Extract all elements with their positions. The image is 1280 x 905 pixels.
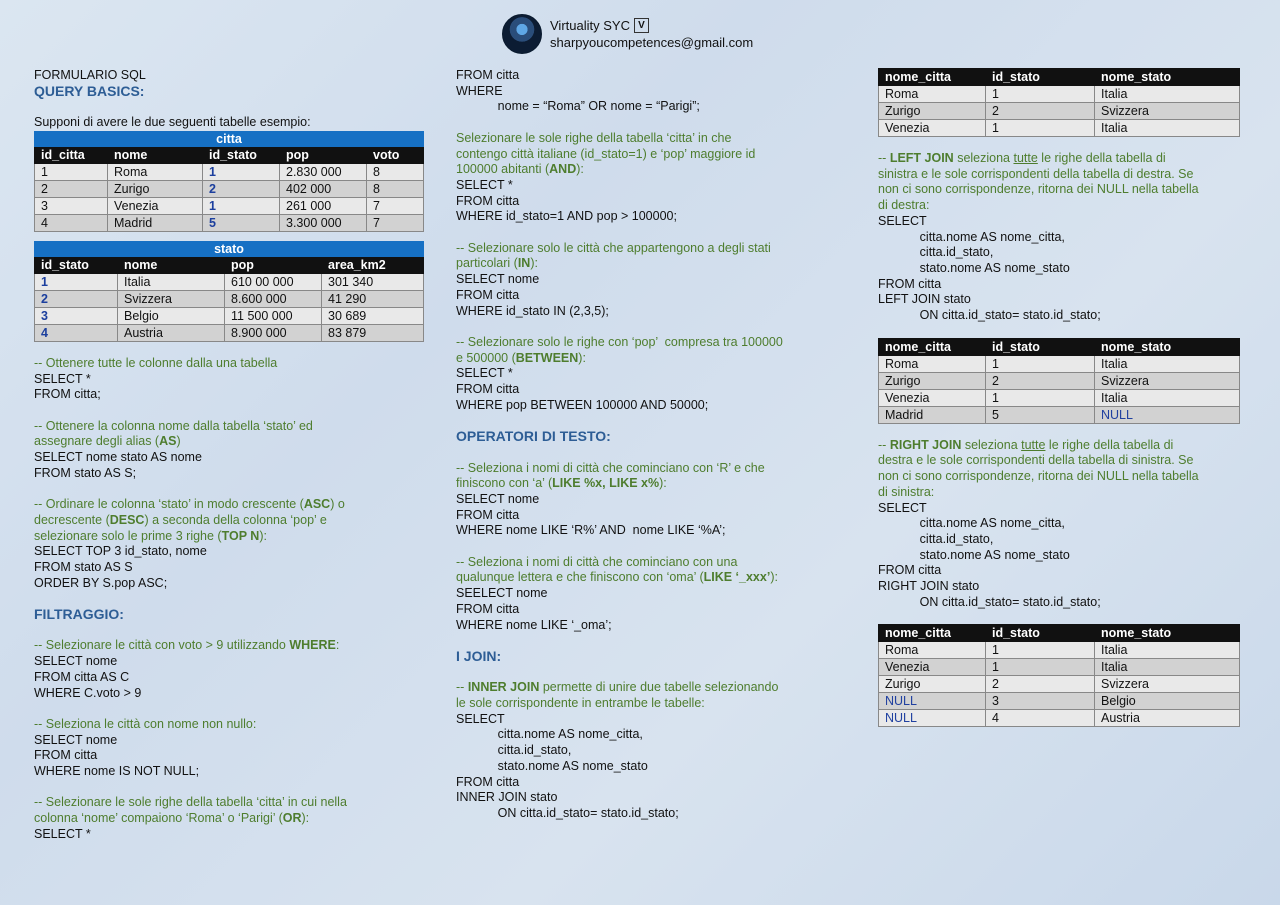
col-header: area_km2: [322, 256, 424, 273]
header-text: [550, 17, 753, 51]
comment: -- Selezionare le sole righe della tabella ‘citta’ in cui nella: [34, 795, 347, 810]
cell: NULL: [1095, 406, 1240, 423]
code-line: SELECT *: [34, 371, 91, 386]
code-line: FROM citta: [456, 68, 520, 82]
column-3: [878, 68, 1240, 727]
cell: 3: [35, 307, 118, 324]
code-line: ORDER BY S.pop ASC;: [34, 575, 168, 590]
cell: Svizzera: [1095, 372, 1240, 389]
cell: 1: [986, 86, 1095, 103]
doc-title: FORMULARIO SQL: [34, 68, 146, 82]
comment: sinistra e le sole corrispondenti della tabella di destra. Se: [878, 166, 1194, 181]
cell: Italia: [1095, 120, 1240, 137]
result-table-left-join: [878, 338, 1240, 424]
cell: 5: [986, 406, 1095, 423]
code-line: stato.nome AS nome_stato: [456, 758, 648, 773]
cell: Svizzera: [118, 290, 225, 307]
code-line: SELECT nome stato AS nome: [34, 450, 202, 464]
cell: Italia: [1095, 86, 1240, 103]
cell: Italia: [1095, 659, 1240, 676]
table-caption: stato: [35, 241, 424, 256]
col-header: voto: [367, 146, 424, 163]
comment: -- Seleziona i nomi di città che cominciano con una: [456, 554, 738, 569]
code-line: WHERE pop BETWEEN 100000 AND 50000;: [456, 397, 709, 412]
cell: 83 879: [322, 324, 424, 341]
cell: 1: [986, 389, 1095, 406]
comment: -- INNER JOIN permette di unire due tabelle selezionando: [456, 680, 779, 695]
cell: 610 00 000: [225, 273, 322, 290]
cell: Svizzera: [1095, 103, 1240, 120]
comment: Selezionare le sole righe della tabella ‘citta’ in che: [456, 130, 732, 145]
brand-line: [550, 17, 753, 34]
cell: Zurigo: [879, 372, 986, 389]
cell: 1: [203, 163, 280, 180]
comment: di destra:: [878, 198, 930, 213]
table-header-row: [879, 69, 1240, 86]
code-line: SEELECT nome: [456, 586, 548, 601]
table-row: [879, 659, 1240, 676]
code-line: SELECT *: [34, 826, 91, 841]
header: [502, 14, 753, 54]
comment: destra e le sole corrispondenti della tabella di sinistra. Se: [878, 453, 1194, 468]
code-line: FROM citta: [878, 276, 942, 291]
heading-query-basics: QUERY BASICS:: [34, 82, 145, 99]
cell: Austria: [118, 324, 225, 341]
code-line: stato.nome AS nome_stato: [878, 547, 1070, 562]
cell: NULL: [879, 693, 986, 710]
table-row: [35, 197, 424, 214]
code-line: SELECT nome: [456, 272, 540, 287]
code-line: citta.id_stato,: [878, 531, 994, 546]
cell: 1: [986, 659, 1095, 676]
code-line: FROM citta: [456, 774, 520, 789]
cell: Zurigo: [108, 180, 203, 197]
code-line: ON citta.id_stato= stato.id_stato;: [456, 805, 679, 820]
cell: 1: [35, 163, 108, 180]
code-line: FROM stato AS S: [34, 559, 133, 574]
cell: Roma: [879, 642, 986, 659]
comment: decrescente (DESC) a seconda della colonna ‘pop’ e: [34, 512, 327, 527]
cell: 402 000: [280, 180, 367, 197]
table-header-row: [35, 256, 424, 273]
table-stato: [34, 241, 424, 342]
table-citta: [34, 131, 424, 232]
cell: 2: [35, 180, 108, 197]
code-line: WHERE C.voto > 9: [34, 685, 142, 700]
intro-text: Supponi di avere le due seguenti tabelle esempio:: [34, 115, 311, 130]
cell: 2: [986, 372, 1095, 389]
cell: 1: [986, 642, 1095, 659]
cell: Zurigo: [879, 676, 986, 693]
comment: particolari (IN):: [456, 256, 538, 271]
comment: -- Selezionare solo le città che appartengono a degli stati: [456, 240, 771, 255]
cell: Svizzera: [1095, 676, 1240, 693]
comment: di sinistra:: [878, 484, 935, 499]
comment: -- Seleziona i nomi di città che cominciano con ‘R’ e che: [456, 460, 765, 475]
table-row: [879, 372, 1240, 389]
cell: 41 290: [322, 290, 424, 307]
cell: 5: [203, 214, 280, 231]
code-line: FROM stato AS S;: [34, 465, 137, 480]
code-line: WHERE id_stato=1 AND pop > 100000;: [456, 209, 677, 224]
table-row: [879, 642, 1240, 659]
cell: Italia: [1095, 389, 1240, 406]
col-header: nome_citta: [879, 69, 986, 86]
cell: NULL: [879, 710, 986, 727]
cell: 30 689: [322, 307, 424, 324]
col-header: pop: [280, 146, 367, 163]
code-line: SELECT nome: [34, 732, 118, 747]
table-row: [35, 290, 424, 307]
code-line: WHERE: [456, 83, 503, 98]
code-line: SELECT *: [456, 177, 513, 192]
cell: Roma: [879, 86, 986, 103]
code-line: FROM citta: [878, 563, 942, 578]
table-row: [879, 710, 1240, 727]
cell: 1: [986, 355, 1095, 372]
code-line: WHERE nome IS NOT NULL;: [34, 764, 200, 778]
comment: -- RIGHT JOIN seleziona tutte le righe della tabella di: [878, 437, 1174, 452]
cell: Venezia: [108, 197, 203, 214]
cell: 4: [35, 214, 108, 231]
table-row: [879, 120, 1240, 137]
cell: 2: [986, 676, 1095, 693]
table-caption: citta: [35, 131, 424, 146]
code-line: citta.nome AS nome_citta,: [878, 229, 1065, 244]
cell: Belgio: [1095, 693, 1240, 710]
cell: Italia: [1095, 642, 1240, 659]
table-row: [879, 86, 1240, 103]
table-header-row: [879, 625, 1240, 642]
table-row: [879, 406, 1240, 423]
cell: Madrid: [879, 406, 986, 423]
col-header: nome: [118, 256, 225, 273]
code-line: ON citta.id_stato= stato.id_stato;: [878, 594, 1101, 609]
comment: -- Ordinare le colonna ‘stato’ in modo crescente (ASC) o: [34, 497, 345, 512]
comment: assegnare degli alias (AS): [34, 434, 181, 449]
result-table-inner-join: [878, 68, 1240, 137]
code-line: SELECT nome: [456, 491, 540, 506]
code-line: FROM citta: [456, 287, 520, 302]
cell: 3: [35, 197, 108, 214]
cell: 2: [203, 180, 280, 197]
cell: 8: [367, 180, 424, 197]
col-header: nome_citta: [879, 625, 986, 642]
cell: Madrid: [108, 214, 203, 231]
comment: -- Selezionare le città con voto > 9 utilizzando WHERE:: [34, 638, 340, 653]
heading-operatori-testo: OPERATORI DI TESTO:: [456, 428, 611, 445]
comment: -- Ottenere tutte le colonne dalla una tabella: [34, 355, 278, 370]
table-row: [879, 103, 1240, 120]
cell: 2.830 000: [280, 163, 367, 180]
column-1: [34, 68, 424, 843]
cell: Venezia: [879, 659, 986, 676]
col-header: id_stato: [35, 256, 118, 273]
table-row: [35, 180, 424, 197]
comment: 100000 abitanti (AND):: [456, 162, 584, 177]
header-email: sharpyoucompetences@gmail.com: [550, 35, 754, 50]
cell: Roma: [879, 355, 986, 372]
cell: Italia: [118, 273, 225, 290]
code-line: SELECT TOP 3 id_stato, nome: [34, 544, 207, 559]
cell: 2: [986, 103, 1095, 120]
table-row: [35, 273, 424, 290]
cell: Zurigo: [879, 103, 986, 120]
code-line: WHERE id_stato IN (2,3,5);: [456, 303, 609, 318]
cell: 8.600 000: [225, 290, 322, 307]
cell: 11 500 000: [225, 307, 322, 324]
code-line: INNER JOIN stato: [456, 790, 558, 805]
table-header-row: [879, 338, 1240, 355]
code-line: FROM citta;: [34, 387, 101, 402]
code-line: FROM citta: [456, 601, 520, 616]
comment: non ci sono corrispondenze, ritorna dei NULL nella tabella: [878, 469, 1199, 484]
cell: Austria: [1095, 710, 1240, 727]
code-line: SELECT: [456, 711, 505, 726]
table-row: [879, 389, 1240, 406]
cell: Roma: [108, 163, 203, 180]
column-2: [456, 68, 836, 822]
code-line: ON citta.id_stato= stato.id_stato;: [878, 308, 1101, 323]
cell: Venezia: [879, 389, 986, 406]
avatar: [502, 14, 542, 54]
table-row: [879, 355, 1240, 372]
cell: 2: [35, 290, 118, 307]
code-line: citta.id_stato,: [878, 245, 994, 260]
heading-filtraggio: FILTRAGGIO:: [34, 606, 124, 622]
code-line: citta.id_stato,: [456, 743, 572, 758]
code-line: WHERE nome LIKE ‘_oma’;: [456, 617, 612, 632]
cell: 7: [367, 214, 424, 231]
table-row: [879, 676, 1240, 693]
table-row: [35, 307, 424, 324]
comment: finiscono con ‘a’ (LIKE %x, LIKE x%):: [456, 476, 667, 491]
col-header: id_citta: [35, 146, 108, 163]
code-line: WHERE nome LIKE ‘R%’ AND nome LIKE ‘%A’;: [456, 523, 726, 538]
col-header: pop: [225, 256, 322, 273]
table-header-row: [35, 146, 424, 163]
comment: colonna ‘nome’ compaiono ‘Roma’ o ‘Parigi’ (OR):: [34, 811, 310, 826]
cell: 261 000: [280, 197, 367, 214]
brand-name: Virtuality SYC: [550, 18, 630, 33]
code-line: SELECT: [878, 500, 927, 515]
code-line: SELECT nome: [34, 654, 118, 669]
code-line: RIGHT JOIN stato: [878, 579, 980, 594]
table-row: [879, 693, 1240, 710]
comment: -- Seleziona le città con nome non nullo:: [34, 716, 257, 731]
code-line: SELECT: [878, 213, 927, 228]
col-header: nome_stato: [1095, 625, 1240, 642]
comment: -- Ottenere la colonna nome dalla tabella ‘stato’ ed: [34, 418, 313, 433]
comment: le sole corrispondente in entrambe le tabelle:: [456, 696, 705, 710]
code-line: FROM citta: [456, 507, 520, 522]
cell: 1: [203, 197, 280, 214]
comment: -- LEFT JOIN seleziona tutte le righe della tabella di: [878, 151, 1166, 165]
col-header: id_stato: [986, 338, 1095, 355]
code-line: FROM citta: [456, 382, 520, 397]
col-header: nome_stato: [1095, 69, 1240, 86]
comment: -- Selezionare solo le righe con ‘pop’ compresa tra 100000: [456, 334, 783, 349]
col-header: nome_citta: [879, 338, 986, 355]
code-line: SELECT *: [456, 366, 513, 381]
cell: 4: [986, 710, 1095, 727]
cell: Italia: [1095, 355, 1240, 372]
brand-logo-icon: V: [634, 18, 649, 33]
col-header: nome_stato: [1095, 338, 1240, 355]
table-row: [35, 163, 424, 180]
code-line: citta.nome AS nome_citta,: [878, 516, 1065, 531]
code-line: nome = “Roma” OR nome = “Parigi”;: [456, 99, 700, 114]
cell: 7: [367, 197, 424, 214]
cell: 1: [35, 273, 118, 290]
col-header: id_stato: [203, 146, 280, 163]
cell: 8: [367, 163, 424, 180]
cell: 3: [986, 693, 1095, 710]
cell: 4: [35, 324, 118, 341]
comment: contengo città italiane (id_stato=1) e ‘pop’ maggiore id: [456, 146, 756, 161]
comment: qualunque lettera e che finiscono con ‘oma’ (LIKE ‘_xxx’):: [456, 570, 778, 585]
code-line: FROM citta: [456, 193, 520, 208]
code-line: FROM citta: [34, 748, 98, 763]
cell: 1: [986, 120, 1095, 137]
comment: selezionare solo le prime 3 righe (TOP N):: [34, 528, 267, 543]
cell: Belgio: [118, 307, 225, 324]
code-line: FROM citta AS C: [34, 669, 130, 684]
col-header: id_stato: [986, 69, 1095, 86]
cell: 8.900 000: [225, 324, 322, 341]
comment: e 500000 (BETWEEN):: [456, 350, 586, 365]
table-row: [35, 214, 424, 231]
comment: non ci sono corrispondenze, ritorna dei NULL nella tabella: [878, 182, 1199, 197]
result-table-right-join: [878, 624, 1240, 727]
code-line: LEFT JOIN stato: [878, 292, 971, 307]
code-line: citta.nome AS nome_citta,: [456, 727, 643, 742]
code-line: stato.nome AS nome_stato: [878, 260, 1070, 275]
col-header: id_stato: [986, 625, 1095, 642]
cell: 301 340: [322, 273, 424, 290]
cell: Venezia: [879, 120, 986, 137]
cell: 3.300 000: [280, 214, 367, 231]
heading-join: I JOIN:: [456, 647, 502, 664]
table-row: [35, 324, 424, 341]
col-header: nome: [108, 146, 203, 163]
